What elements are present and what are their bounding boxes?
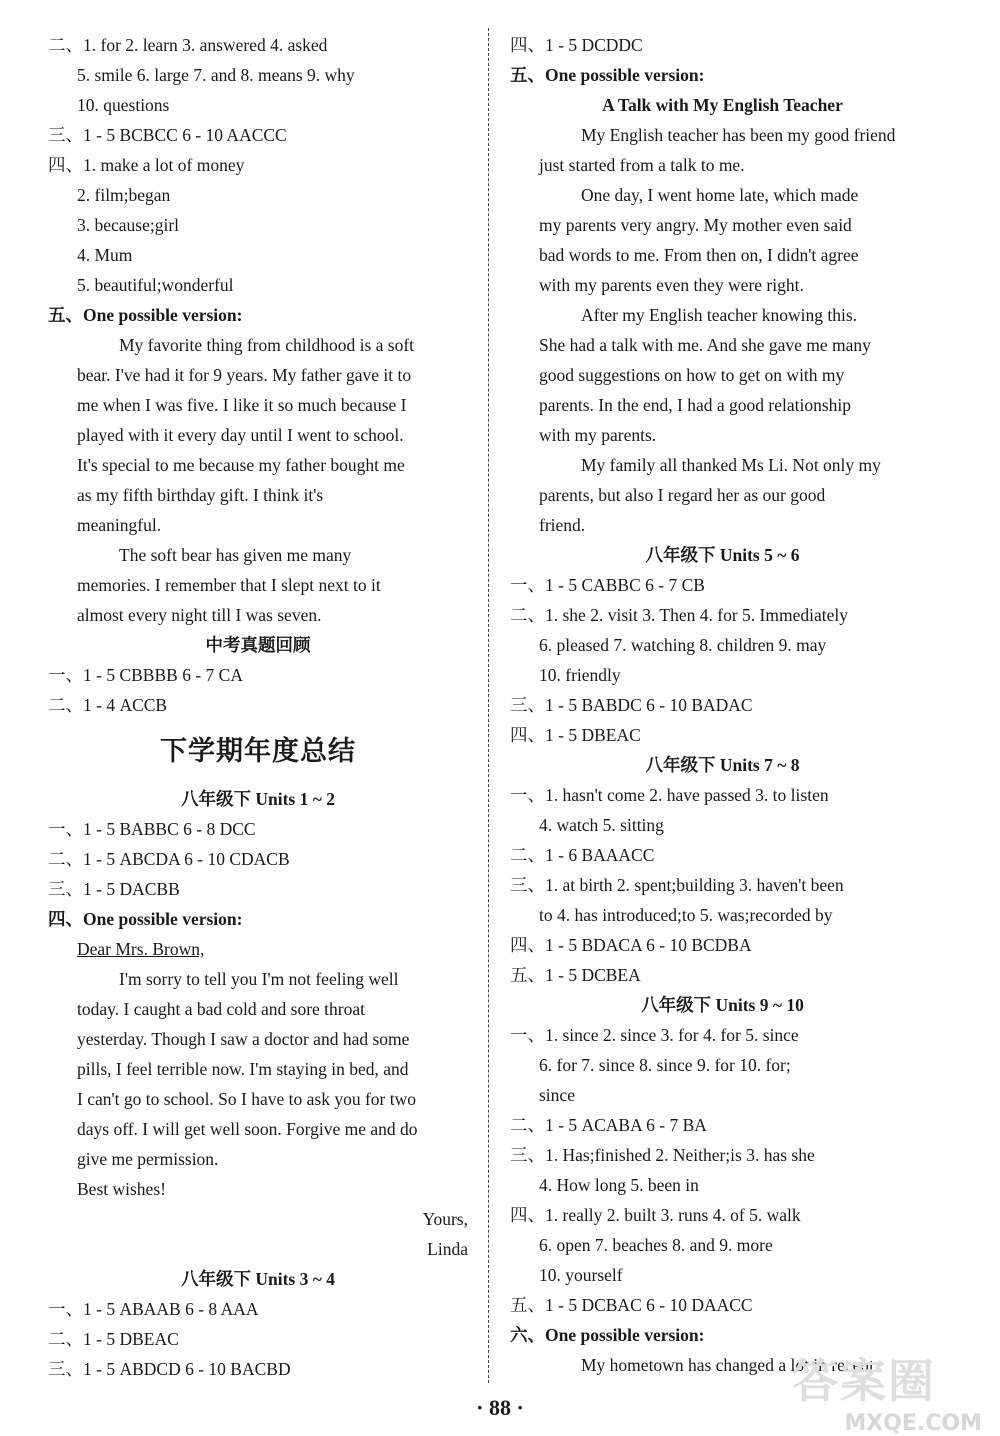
answer-line: yesterday. Though I saw a doctor and had some <box>77 1029 410 1049</box>
answer-line: I can't go to school. So I have to ask you for two <box>77 1089 416 1109</box>
answer-line: 四、1 - 5 BDACA 6 - 10 BCDBA <box>510 935 752 955</box>
answer-line: 二、1. she 2. visit 3. Then 4. for 5. Immediately <box>510 605 848 625</box>
watermark-text: 答案圈 <box>792 1354 936 1408</box>
answer-line: memories. I remember that I slept next to it <box>77 575 381 595</box>
answer-line: with my parents even they were right. <box>539 275 804 295</box>
answer-line: A Talk with My English Teacher <box>602 95 843 115</box>
answer-line: My hometown has changed a lot in recent <box>581 1355 875 1375</box>
answer-line: 6. pleased 7. watching 8. children 9. may <box>539 635 827 655</box>
answer-line: Yours, <box>422 1209 468 1229</box>
answer-line: 4. How long 5. been in <box>539 1175 699 1195</box>
answer-line: 10. questions <box>77 95 170 115</box>
answer-line: to 4. has introduced;to 5. was;recorded by <box>539 905 833 925</box>
answer-line: 五、1 - 5 DCBAC 6 - 10 DAACC <box>510 1295 753 1315</box>
answer-line: today. I caught a bad cold and sore throat <box>77 999 365 1019</box>
answer-line: 5. smile 6. large 7. and 8. means 9. why <box>77 65 355 85</box>
answer-line: 八年级下 Units 1 ~ 2 <box>181 789 335 809</box>
answer-line: 中考真题回顾 <box>205 635 311 655</box>
answer-line: 一、1 - 5 BABBC 6 - 8 DCC <box>48 819 256 839</box>
answer-line: Best wishes! <box>77 1179 166 1199</box>
answer-line: After my English teacher knowing this. <box>581 305 858 325</box>
answer-line: 二、1 - 5 DBEAC <box>48 1329 179 1349</box>
answer-line: 二、1 - 6 BAAACC <box>510 845 655 865</box>
answer-line: My English teacher has been my good friend <box>581 125 896 145</box>
answer-line: 10. yourself <box>539 1265 623 1285</box>
answer-line: just started from a talk to me. <box>539 155 745 175</box>
answer-line: 6. open 7. beaches 8. and 9. more <box>539 1235 773 1255</box>
answer-line: 一、1. hasn't come 2. have passed 3. to listen <box>510 785 829 805</box>
answer-line: 一、1 - 5 ABAAB 6 - 8 AAA <box>48 1299 259 1319</box>
answer-line: She had a talk with me. And she gave me many <box>539 335 871 355</box>
answer-line: 三、1 - 5 BCBCC 6 - 10 AACCC <box>48 125 287 145</box>
answer-line: 10. friendly <box>539 665 621 685</box>
answer-line: 一、1 - 5 CBBBB 6 - 7 CA <box>48 665 243 685</box>
answer-line: I'm sorry to tell you I'm not feeling well <box>119 969 399 989</box>
answer-line: 八年级下 Units 9 ~ 10 <box>641 995 804 1015</box>
answer-line: my parents very angry. My mother even said <box>539 215 852 235</box>
answer-line: with my parents. <box>539 425 657 445</box>
answer-line: as my fifth birthday gift. I think it's <box>77 485 324 505</box>
answer-line: 下学期年度总结 <box>160 736 356 767</box>
answer-line: 二、1 - 4 ACCB <box>48 695 168 715</box>
answer-line: 四、1 - 5 DCDDC <box>510 35 643 55</box>
answer-line: 五、One possible version: <box>510 65 705 85</box>
watermark-logo <box>792 1345 982 1436</box>
answer-line: 4. Mum <box>77 245 133 265</box>
answer-line: 八年级下 Units 3 ~ 4 <box>181 1269 335 1289</box>
answer-line: 一、1 - 5 CABBC 6 - 7 CB <box>510 575 705 595</box>
answer-line: 三、1. at birth 2. spent;building 3. haven't been <box>510 875 844 895</box>
answer-line: 二、1. for 2. learn 3. answered 4. asked <box>48 35 328 55</box>
answer-line: My family all thanked Ms Li. Not only my <box>581 455 881 475</box>
answer-line: 二、1 - 5 ACABA 6 - 7 BA <box>510 1115 707 1135</box>
answer-line: good suggestions on how to get on with my <box>539 365 845 385</box>
answer-line: almost every night till I was seven. <box>77 605 322 625</box>
answer-line: 三、1 - 5 BABDC 6 - 10 BADAC <box>510 695 753 715</box>
answer-line: 四、1 - 5 DBEAC <box>510 725 641 745</box>
answer-line: 八年级下 Units 5 ~ 6 <box>645 545 800 565</box>
answer-line: give me permission. <box>77 1149 219 1169</box>
answer-line: 三、1 - 5 DACBB <box>48 879 180 899</box>
answer-line: 二、1 - 5 ABCDA 6 - 10 CDACB <box>48 849 290 869</box>
answer-line: 四、1. really 2. built 3. runs 4. of 5. walk <box>510 1205 801 1225</box>
answer-line: since <box>539 1085 575 1105</box>
answer-line: 八年级下 Units 7 ~ 8 <box>645 755 800 775</box>
answer-line: 四、1. make a lot of money <box>48 155 245 175</box>
answer-line: Linda <box>427 1239 468 1259</box>
answer-line: pills, I feel terrible now. I'm staying in bed, and <box>77 1059 409 1079</box>
answer-line: bad words to me. From then on, I didn't agree <box>539 245 859 265</box>
answer-line: My favorite thing from childhood is a soft <box>119 335 415 355</box>
answer-line: meaningful. <box>77 515 162 535</box>
page-number: · 88 · <box>476 1395 524 1420</box>
answer-line: The soft bear has given me many <box>119 545 352 565</box>
answer-line: 五、One possible version: <box>48 305 243 325</box>
answer-line: 三、1. Has;finished 2. Neither;is 3. has she <box>510 1145 815 1165</box>
column-divider <box>488 28 489 1383</box>
answer-line: Dear Mrs. Brown, <box>77 939 205 959</box>
answer-line: 三、1 - 5 ABDCD 6 - 10 BACBD <box>48 1359 291 1379</box>
answer-line: friend. <box>539 515 586 535</box>
answer-line: 四、One possible version: <box>48 909 243 929</box>
answer-line: 6. for 7. since 8. since 9. for 10. for; <box>539 1055 791 1075</box>
left-column <box>48 30 468 1384</box>
answer-line: parents, but also I regard her as our good <box>539 485 826 505</box>
answer-line: One day, I went home late, which made <box>581 185 859 205</box>
answer-line: bear. I've had it for 9 years. My father gave it to <box>77 365 412 385</box>
answer-line: 5. beautiful;wonderful <box>77 275 234 295</box>
answer-line: parents. In the end, I had a good relationship <box>539 395 851 415</box>
answer-line: 五、1 - 5 DCBEA <box>510 965 641 985</box>
answer-line: 六、One possible version: <box>510 1325 705 1345</box>
answer-line: 一、1. since 2. since 3. for 4. for 5. since <box>510 1025 799 1045</box>
right-column <box>510 30 935 1380</box>
answer-line: 2. film;began <box>77 185 171 205</box>
watermark-url: MXQE.COM <box>844 1411 982 1436</box>
answer-line: me when I was five. I like it so much because I <box>77 395 407 415</box>
answer-line: played with it every day until I went to school. <box>77 425 404 445</box>
answer-line: 4. watch 5. sitting <box>539 815 664 835</box>
answer-line: days off. I will get well soon. Forgive me and do <box>77 1119 418 1139</box>
answer-line: It's special to me because my father bought me <box>77 455 405 475</box>
answer-line: 3. because;girl <box>77 215 180 235</box>
